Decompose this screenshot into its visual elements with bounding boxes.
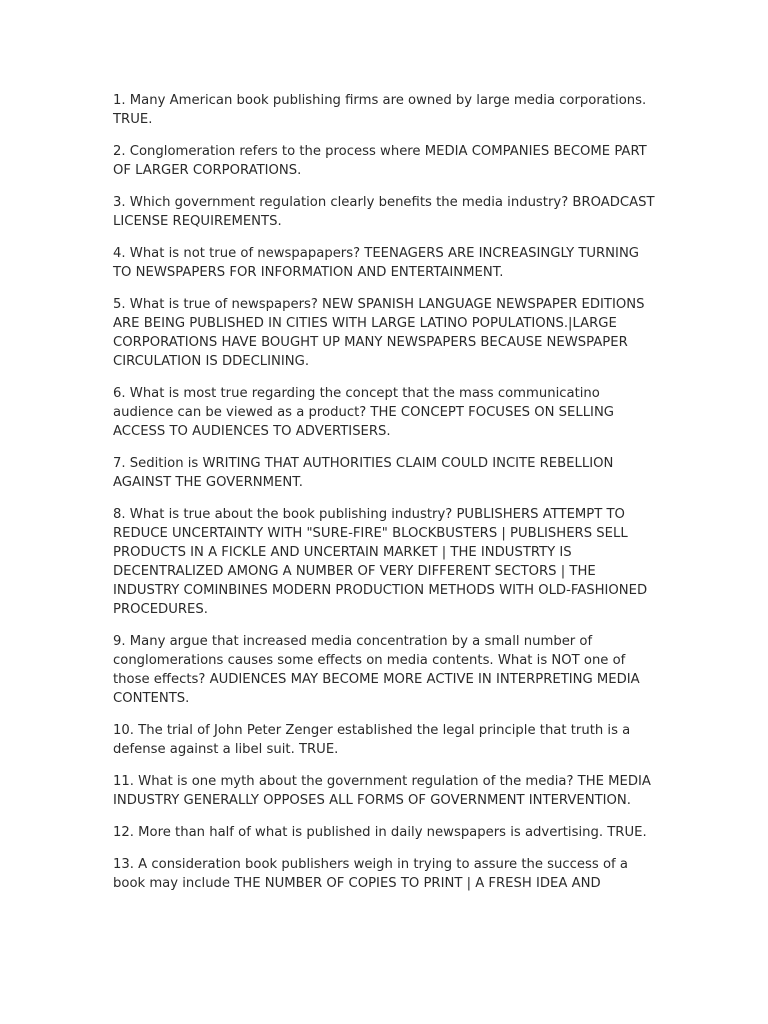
paragraph-3: 3. Which government regulation clearly benefits the media industry? BROADCAST LICENSE REQUIREMENTS. [113,195,655,229]
paragraph-7: 7. Sedition is WRITING THAT AUTHORITIES CLAIM COULD INCITE REBELLION AGAINST THE GOVERNMENT. [113,456,614,490]
paragraph-2: 2. Conglomeration refers to the process where MEDIA COMPANIES BECOME PART OF LARGER CORPORATIONS. [113,144,647,178]
paragraph-10: 10. The trial of John Peter Zenger established the legal principle that truth is a defense against a libel suit. TRUE. [113,723,631,757]
paragraph-4: 4. What is not true of newspapapers? TEENAGERS ARE INCREASINGLY TURNING TO NEWSPAPERS FOR INFORMATION AND ENTERTAINMENT. [113,246,640,280]
paragraph-13: 13. A consideration book publishers weigh in trying to assure the success of a book may include THE NUMBER OF COPIES TO PRINT | A FRESH IDEA AND [113,857,628,891]
paragraph-5: 5. What is true of newspapers? NEW SPANISH LANGUAGE NEWSPAPER EDITIONS ARE BEING PUBLISHED IN CITIES WITH LARGE LATINO POPULATIONS.|LARGE CORPORATIONS HAVE BOUGHT UP MANY NEWSPAPERS BECAUSE NEWSPAPER CIRCULATION IS DDECLINING. [113,297,645,369]
paragraph-12: 12. More than half of what is published in daily newspapers is advertising. TRUE. [113,825,647,840]
document-body [113,91,658,906]
paragraph-11: 11. What is one myth about the government regulation of the media? THE MEDIA INDUSTRY GENERALLY OPPOSES ALL FORMS OF GOVERNMENT INTERVENTION. [113,774,651,808]
paragraph-1: 1. Many American book publishing firms are owned by large media corporations. TRUE. [113,93,647,127]
paragraph-8: 8. What is true about the book publishing industry? PUBLISHERS ATTEMPT TO REDUCE UNCERTAINTY WITH "SURE-FIRE" BLOCKBUSTERS | PUBLISHERS SELL PRODUCTS IN A FICKLE AND UNCERTAIN MARKET | THE INDUSTRTY IS DECENTRALIZED AMONG A NUMBER OF VERY DIFFERENT SECTORS | THE INDUSTRY COMINBINES MODERN PRODUCTION METHODS WITH OLD-FASHIONED PROCEDURES. [113,507,648,617]
paragraph-9: 9. Many argue that increased media concentration by a small number of conglomerations causes some effects on media contents. What is NOT one of those effects? AUDIENCES MAY BECOME MORE ACTIVE IN INTERPRETING MEDIA CONTENTS. [113,634,640,706]
paragraph-6: 6. What is most true regarding the concept that the mass communicatino audience can be viewed as a product? THE CONCEPT FOCUSES ON SELLING ACCESS TO AUDIENCES TO ADVERTISERS. [113,386,615,439]
